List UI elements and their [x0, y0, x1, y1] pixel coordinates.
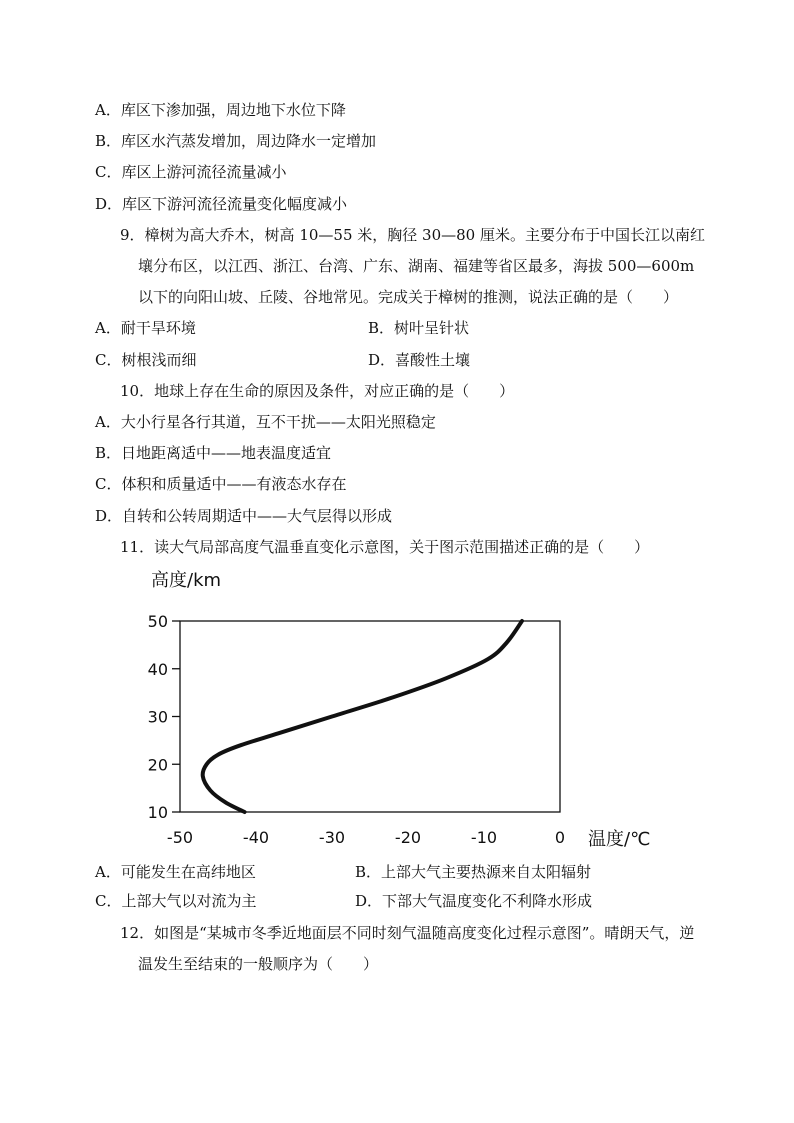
x-tick-label: -30: [318, 828, 346, 847]
q9-option-a: A．耐干旱环境: [95, 319, 196, 337]
q11-stem: 11．读大气局部高度气温垂直变化示意图，关于图示范围描述正确的是（ ）: [120, 538, 650, 556]
y-tick-label: 50: [147, 612, 168, 631]
q8-option-b: B．库区水汽蒸发增加，周边降水一定增加: [95, 132, 377, 150]
q9-stem-line-2: 壤分布区，以江西、浙江、台湾、广东、湖南、福建等省区最多，海拔 500—600m: [138, 257, 695, 275]
q12-stem-line-1: 12．如图是“某城市冬季近地面层不同时刻气温随高度变化过程示意图”。晴朗天气，逆: [120, 924, 695, 942]
q8-option-d: D．库区下游河流径流量变化幅度减小: [95, 195, 348, 213]
y-axis-label: 高度/km: [151, 570, 222, 591]
q10-option-d: D．自转和公转周期适中——大气层得以形成: [95, 507, 393, 525]
q11-option-d: D．下部大气温度变化不利降水形成: [355, 892, 593, 910]
q9-option-c: C．树根浅而细: [95, 351, 197, 369]
q10-option-a: A．大小行星各行其道，互不干扰——太阳光照稳定: [95, 413, 436, 431]
x-tick-label: -50: [166, 828, 194, 847]
plot-frame: [180, 621, 560, 812]
y-ticks: [148, 612, 180, 822]
x-tick-label: 0: [554, 828, 566, 847]
q10-option-c: C．体积和质量适中——有液态水存在: [95, 475, 347, 493]
y-tick-label: 20: [147, 755, 168, 775]
q11-option-b: B．上部大气主要热源来自太阳辐射: [355, 863, 592, 881]
x-tick-label: -10: [470, 828, 498, 847]
q9-option-b: B．树叶呈针状: [368, 319, 470, 337]
y-tick-label: 40: [147, 659, 168, 679]
x-tick-label: -20: [394, 828, 422, 847]
temperature-height-chart: [140, 560, 680, 860]
q9-stem-line-1: 9．樟树为高大乔木，树高 10—55 米，胸径 30—80 厘米。主要分布于中国长江以南红: [120, 226, 705, 244]
q9-option-d: D．喜酸性土壤: [368, 351, 471, 369]
q10-stem: 10．地球上存在生命的原因及条件，对应正确的是（ ）: [120, 382, 515, 400]
q9-stem-line-3: 以下的向阳山坡、丘陵、谷地常见。完成关于樟树的推测，说法正确的是（ ）: [138, 288, 679, 306]
y-tick-label: 30: [147, 707, 168, 727]
q12-stem-line-2: 温发生至结束的一般顺序为（ ）: [138, 955, 379, 973]
x-axis-label: 温度/℃: [588, 829, 651, 850]
y-tick-label: 10: [147, 803, 168, 822]
q11-option-c: C．上部大气以对流为主: [95, 892, 257, 910]
q10-option-b: B．日地距离适中——地表温度适宜: [95, 444, 332, 462]
x-tick-label: -40: [242, 828, 270, 847]
temperature-curve: [203, 621, 522, 812]
q11-option-a: A．可能发生在高纬地区: [95, 863, 256, 881]
x-ticks: [167, 828, 565, 847]
q8-option-c: C．库区上游河流径流量减小: [95, 163, 287, 181]
q8-option-a: A．库区下渗加强，周边地下水位下降: [95, 101, 346, 119]
